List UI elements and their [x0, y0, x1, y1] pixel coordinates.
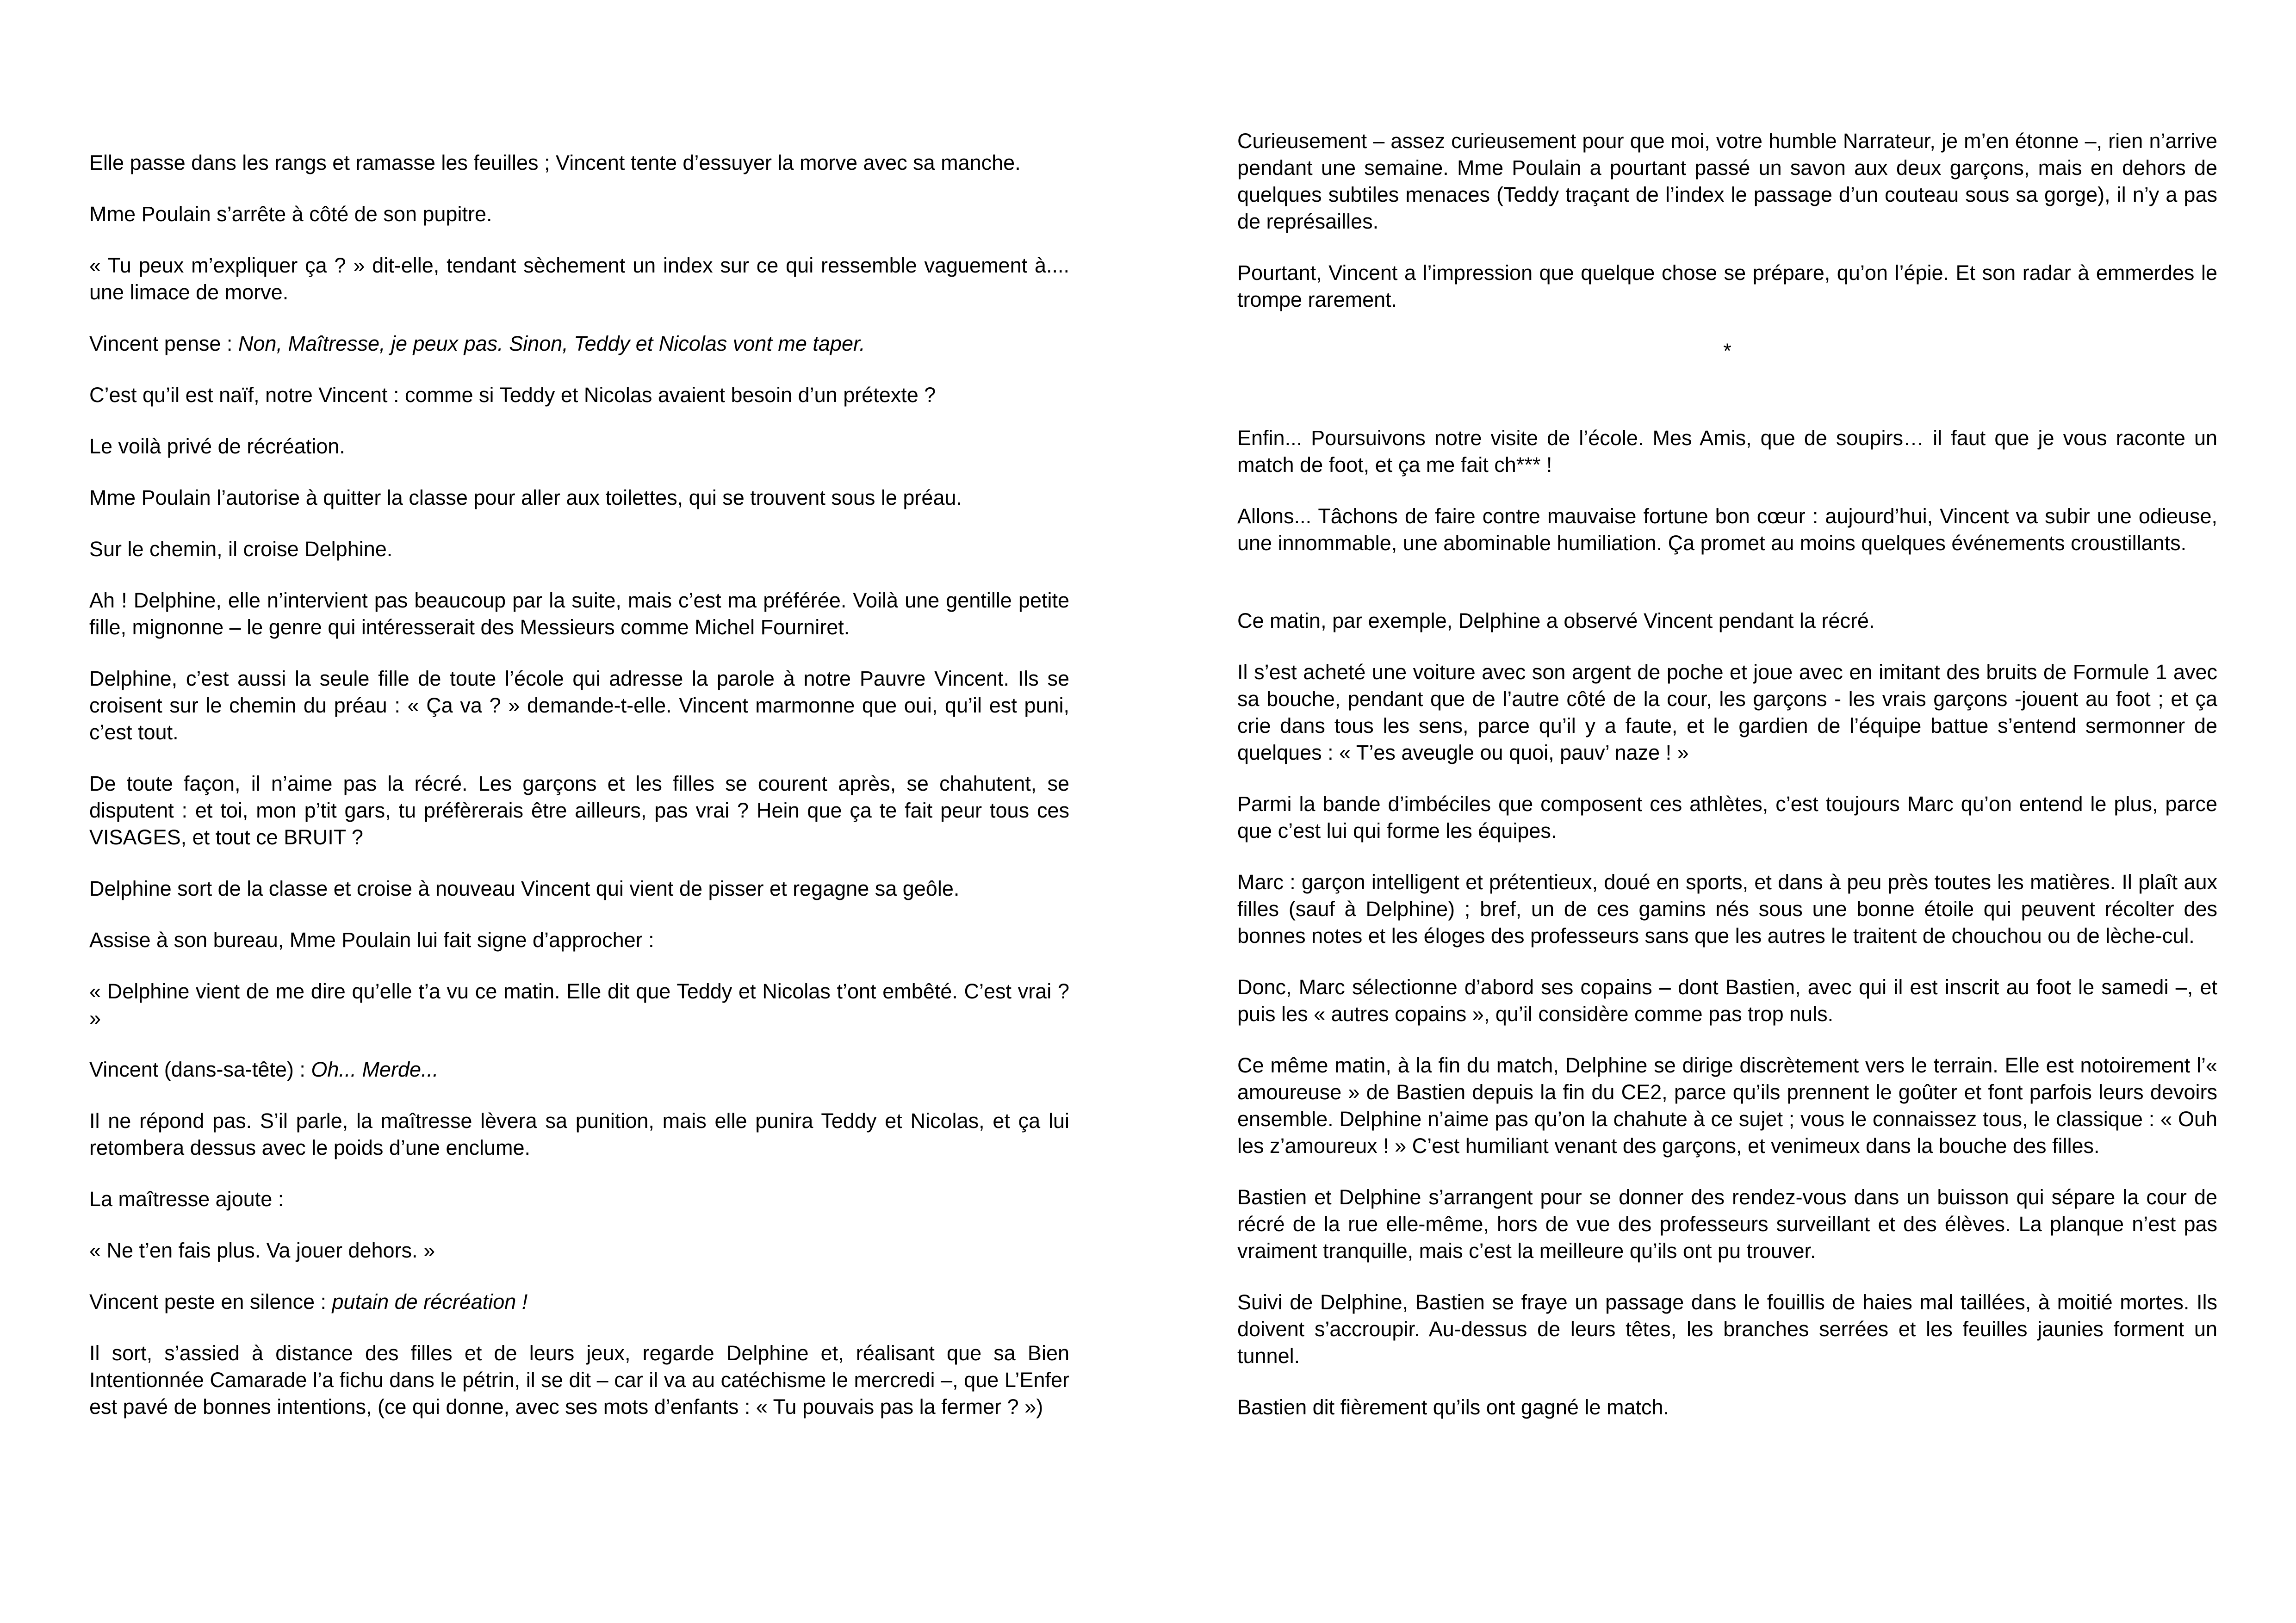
- left-text-column: [89, 149, 1069, 1445]
- paragraph: [89, 1056, 1069, 1083]
- paragraph: « Ne t’en fais plus. Va jouer dehors. »: [89, 1239, 435, 1262]
- paragraph-text: Vincent pense :: [89, 332, 238, 355]
- section-separator: *: [1723, 339, 1731, 363]
- paragraph: [89, 1288, 1069, 1315]
- paragraph: « Delphine vient de me dire qu’elle t’a vu ce matin. Elle dit que Teddy et Nicolas t’ont embêté. C’est vrai ? »: [89, 979, 1069, 1030]
- italic-thought: Oh... Merde...: [311, 1058, 439, 1081]
- paragraph: De toute façon, il n’aime pas la récré. Les garçons et les filles se courent après, se chahutent, se disputent : et toi, mon p’tit gars, tu préfèrerais être ailleurs, pas vrai ? Hein que ça te fait peur tous ces VISAGES, et tout ce BRUIT ?: [89, 772, 1069, 849]
- paragraph: Pourtant, Vincent a l’impression que quelque chose se prépare, qu’on l’épie. Et son radar à emmerdes le trompe rarement.: [1237, 261, 2217, 311]
- paragraph: Donc, Marc sélectionne d’abord ses copains – dont Bastien, avec qui il est inscrit au foot le samedi –, et puis les « autres copains », qu’il considère comme pas trop nuls.: [1237, 975, 2217, 1026]
- paragraph: Allons... Tâchons de faire contre mauvaise fortune bon cœur : aujourd’hui, Vincent va subir une odieuse, une innommable, une abominable humiliation. Ça promet au moins quelques événements croustillants.: [1237, 504, 2217, 555]
- paragraph: Le voilà privé de récréation.: [89, 434, 345, 458]
- paragraph: Parmi la bande d’imbéciles que composent ces athlètes, c’est toujours Marc qu’on entend le plus, parce que c’est lui qui forme les équipes.: [1237, 792, 2217, 842]
- paragraph: Curieusement – assez curieusement pour que moi, votre humble Narrateur, je m’en étonne –, rien n’arrive pendant une semaine. Mme Poulain a pourtant passé un savon aux deux garçons, mais en dehors de quelques subtiles menaces (Teddy traçant de l’index le passage d’un couteau sous sa gorge), il n’y a pas de représailles.: [1237, 129, 2217, 233]
- paragraph: La maîtresse ajoute :: [89, 1187, 284, 1211]
- paragraph: [89, 330, 1069, 357]
- paragraph: « Tu peux m’expliquer ça ? » dit-elle, tendant sèchement un index sur ce qui ressemble vaguement à.... une limace de morve.: [89, 254, 1069, 304]
- paragraph: Mme Poulain s’arrête à côté de son pupitre.: [89, 202, 492, 226]
- paragraph: Sur le chemin, il croise Delphine.: [89, 537, 393, 561]
- paragraph: Il sort, s’assied à distance des filles et de leurs jeux, regarde Delphine et, réalisant que sa Bien Intentionnée Camarade l’a fichu dans le pétrin, il se dit – car il va au catéchisme le mercredi –, que L’Enfer est pavé de bonnes intentions, (ce qui donne, avec ses mots d’enfants : « Tu pouvais pas la fermer ? »): [89, 1341, 1069, 1419]
- italic-thought: putain de récréation !: [332, 1290, 528, 1313]
- paragraph: Ce même matin, à la fin du match, Delphine se dirige discrètement vers le terrain. Elle est notoirement l’« amoureuse » de Bastien depuis la fin du CE2, parce qu’ils prennent le goûter et font parfois leurs devoirs ensemble. Delphine n’aime pas qu’on la chahute à ce sujet ; vous le connaissez tous, le classique : « Ouh les z’amoureux ! » C’est humiliant venant des garçons, et venimeux dans la bouche des filles.: [1237, 1053, 2217, 1158]
- italic-thought: Non, Maîtresse, je peux pas. Sinon, Teddy et Nicolas vont me taper.: [238, 332, 865, 355]
- paragraph: Bastien et Delphine s’arrangent pour se donner des rendez-vous dans un buisson qui sépare la cour de récré de la rue elle-même, hors de vue des professeurs surveillant et des élèves. La planque n’est pas vraiment tranquille, mais c’est la meilleure qu’ils ont pu trouver.: [1237, 1185, 2217, 1263]
- paragraph-text: Vincent (dans-sa-tête) :: [89, 1058, 311, 1081]
- paragraph: Ah ! Delphine, elle n’intervient pas beaucoup par la suite, mais c’est ma préférée. Voilà une gentille petite fille, mignonne – le genre qui intéresserait des Messieurs comme Michel Fourniret.: [89, 588, 1069, 639]
- paragraph: Il ne répond pas. S’il parle, la maîtresse lèvera sa punition, mais elle punira Teddy et Nicolas, et ça lui retombera dessus avec le poids d’une enclume.: [89, 1109, 1069, 1159]
- paragraph: Ce matin, par exemple, Delphine a observé Vincent pendant la récré.: [1237, 609, 1875, 632]
- paragraph: Mme Poulain l’autorise à quitter la classe pour aller aux toilettes, qui se trouvent sous le préau.: [89, 486, 962, 509]
- paragraph: Elle passe dans les rangs et ramasse les feuilles ; Vincent tente d’essuyer la morve avec sa manche.: [89, 151, 1021, 174]
- paragraph: Marc : garçon intelligent et prétentieux, doué en sports, et dans à peu près toutes les matières. Il plaît aux filles (sauf à Delphine) ; bref, un de ces gamins nés sous une bonne étoile qui peuvent récolter des bonnes notes et les éloges des professeurs sans que les autres le traitent de chouchou ou de lèche-cul.: [1237, 870, 2217, 948]
- paragraph: Il s’est acheté une voiture avec son argent de poche et joue avec en imitant des bruits de Formule 1 avec sa bouche, pendant que de l’autre côté de la cour, les garçons - les vrais garçons -jouent au foot ; et ça crie dans tous les sens, parce qu’il y a faute, et le gardien de l’équipe battue s’entend sermonner de quelques : « T’es aveugle ou quoi, pauv’ naze ! »: [1237, 660, 2217, 764]
- paragraph: Assise à son bureau, Mme Poulain lui fait signe d’approcher :: [89, 928, 654, 952]
- right-page: [1148, 0, 2296, 1623]
- paragraph: Delphine, c’est aussi la seule fille de toute l’école qui adresse la parole à notre Pauvre Vincent. Ils se croisent sur le chemin du préau : « Ça va ? » demande-t-elle. Vincent marmonne que oui, qu’il est puni, c’est tout.: [89, 667, 1069, 744]
- paragraph: Delphine sort de la classe et croise à nouveau Vincent qui vient de pisser et regagne sa geôle.: [89, 877, 960, 900]
- right-text-column: [1237, 128, 2217, 1445]
- paragraph: Enfin... Poursuivons notre visite de l’école. Mes Amis, que de soupirs… il faut que je vous raconte un match de foot, et ça me fait ch*** !: [1237, 426, 2217, 477]
- paragraph: Suivi de Delphine, Bastien se fraye un passage dans le fouillis de haies mal taillées, à moitié mortes. Ils doivent s’accroupir. Au-dessus de leurs têtes, les branches serrées et les feuilles jaunies forment un tunnel.: [1237, 1290, 2217, 1368]
- paragraph: C’est qu’il est naïf, notre Vincent : comme si Teddy et Nicolas avaient besoin d’un prétexte ?: [89, 383, 936, 407]
- paragraph: Bastien dit fièrement qu’ils ont gagné le match.: [1237, 1395, 1669, 1419]
- paragraph-text: Vincent peste en silence :: [89, 1290, 332, 1313]
